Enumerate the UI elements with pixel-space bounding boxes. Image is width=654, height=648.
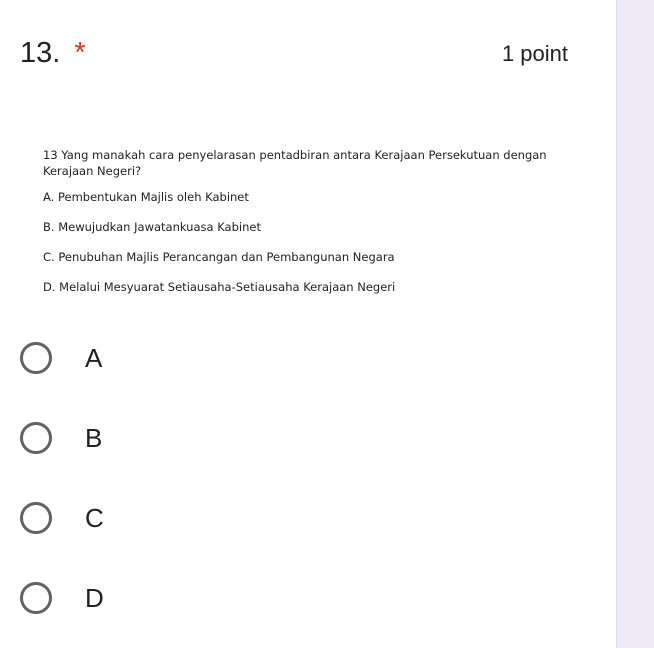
question-option-text-c: C. Penubuhan Majlis Perancangan dan Pembangunan Negara (43, 250, 395, 264)
question-image (43, 147, 583, 309)
question-option-text-d: D. Melalui Mesyuarat Setiausaha-Setiausaha Kerajaan Negeri (43, 280, 396, 294)
choice-c[interactable] (20, 498, 104, 538)
radio-button-a[interactable] (20, 342, 52, 374)
choice-label-c: C (85, 503, 104, 533)
choice-b[interactable] (20, 418, 102, 458)
radio-button-c[interactable] (20, 502, 52, 534)
choice-label-b: B (85, 423, 103, 453)
choice-label-a: A (85, 343, 103, 373)
radio-button-d[interactable] (20, 582, 52, 614)
question-option-text-a: A. Pembentukan Majlis oleh Kabinet (43, 190, 249, 204)
question-points: 1 point (501, 41, 568, 66)
side-panel (616, 0, 654, 648)
choice-a[interactable] (20, 338, 102, 378)
question-number: 13. (20, 37, 61, 69)
choice-d[interactable] (20, 578, 104, 618)
question-option-text-b: B. Mewujudkan Jawatankuasa Kabinet (43, 220, 261, 234)
question-header (20, 33, 86, 73)
choice-label-d: D (85, 583, 104, 613)
radio-button-b[interactable] (20, 422, 52, 454)
question-stem: 13 Yang manakah cara penyelarasan pentadbiran antara Kerajaan Persekutuan dengan Kerajaan Negeri? (43, 148, 547, 178)
required-asterisk: * (74, 37, 86, 69)
